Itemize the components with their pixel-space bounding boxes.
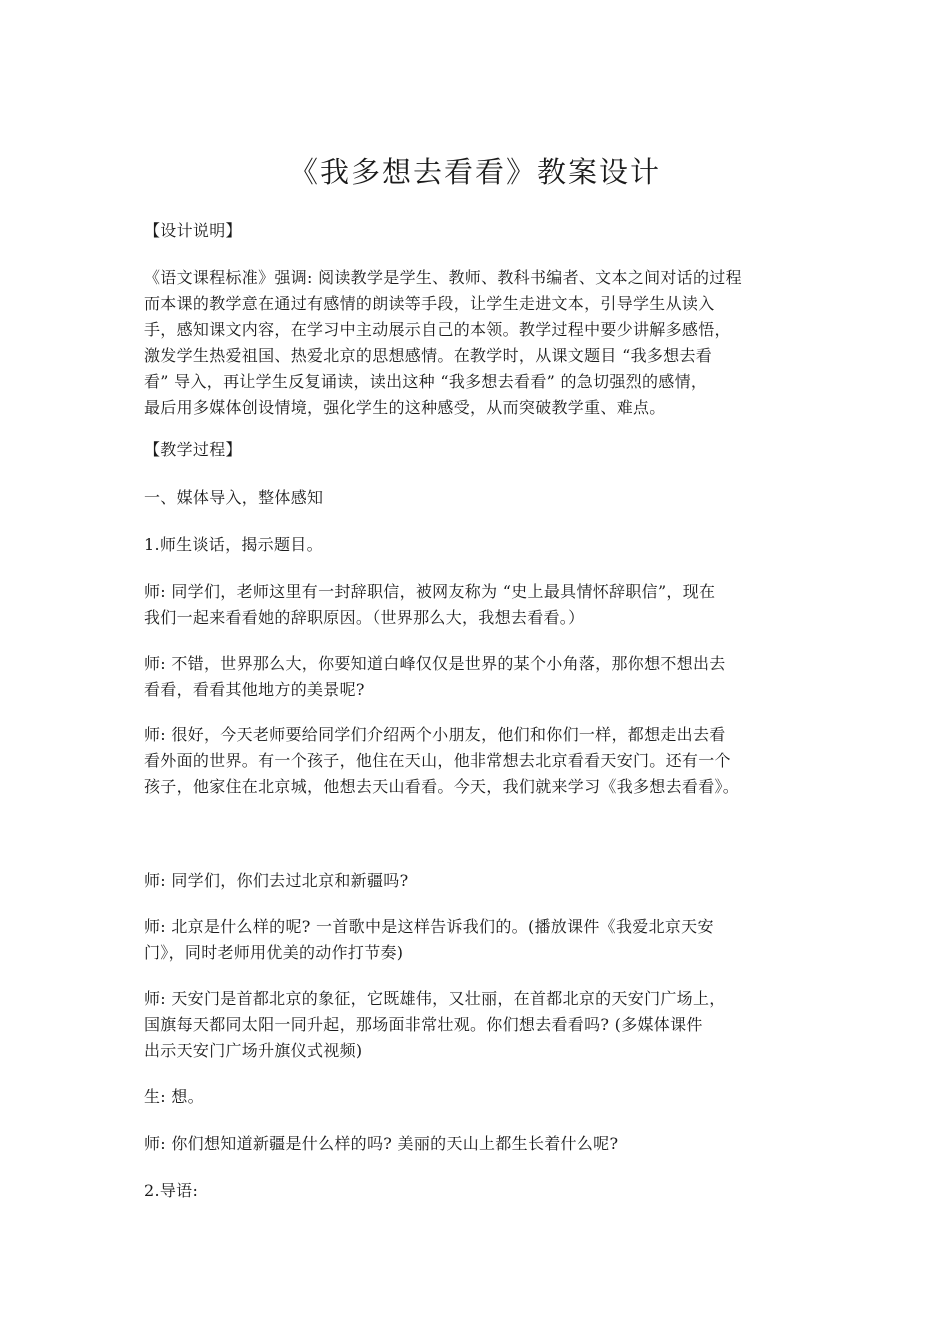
document-title: 《我多想去看看》教案设计 [288,155,661,189]
paragraph-line: 生: 想。 [144,1087,204,1106]
paragraph-line: 而本课的教学意在通过有感情的朗读等手段，让学生走进文本，引导学生从读入 [144,294,715,313]
paragraph-line: 师: 同学们，你们去过北京和新疆吗? [144,871,409,890]
section-heading-process [144,437,810,463]
heading-one [144,485,810,511]
paragraph-line: 看外面的世界。有一个孩子，他住在天山，他非常想去北京看看天安门。还有一个 [144,751,731,770]
paragraph-line: 出示天安门广场升旗仪式视频) [144,1041,363,1060]
item-two [144,1178,810,1204]
section-heading-design-text: 【设计说明】 [144,221,242,240]
paragraph-line: 我们一起来看看她的辞职原因。（世界那么大，我想去看看。） [144,608,585,627]
teacher-paragraph-1 [144,579,810,631]
teacher-paragraph-7 [144,1131,810,1157]
teacher-paragraph-5 [144,914,810,966]
paragraph-line: 手，感知课文内容，在学习中主动展示自己的本领。教学过程中要少讲解多感悟， [144,320,731,339]
item-two-text: 2.导语: [144,1181,199,1200]
paragraph-line: 师: 不错，世界那么大，你要知道白峰仅仅是世界的某个小角落，那你想不想出去 [144,654,726,673]
section-heading-design [144,218,810,244]
item-one [144,532,810,558]
teacher-paragraph-3 [144,722,810,800]
paragraph-line: 激发学生热爱祖国、热爱北京的思想感情。在教学时，从课文题目 “我多想去看 [144,346,713,365]
teacher-paragraph-6 [144,986,810,1064]
teacher-paragraph-4 [144,868,810,894]
student-paragraph-1 [144,1084,810,1110]
design-paragraph [144,265,810,421]
paragraph-line: 最后用多媒体创设情境，强化学生的这种感受，从而突破教学重、难点。 [144,398,666,417]
heading-one-text: 一、媒体导入，整体感知 [144,488,324,507]
paragraph-line: 师: 同学们，老师这里有一封辞职信，被网友称为 “史上最具情怀辞职信”，现在 [144,582,716,601]
item-one-text: 1.师生谈话，揭示题目。 [144,535,323,554]
paragraph-line: 看” 导入，再让学生反复诵读，读出这种 “我多想去看看” 的急切强烈的感情， [144,372,708,391]
paragraph-line: 师: 天安门是首都北京的象征，它既雄伟，又壮丽，在首都北京的天安门广场上， [144,989,726,1008]
paragraph-line: 国旗每天都同太阳一同升起，那场面非常壮观。你们想去看看吗? (多媒体课件 [144,1015,703,1034]
section-heading-process-text: 【教学过程】 [144,440,242,459]
paragraph-line: 师: 你们想知道新疆是什么样的吗? 美丽的天山上都生长着什么呢? [144,1134,619,1153]
paragraph-line: 门》，同时老师用优美的动作打节奏) [144,943,404,962]
paragraph-line: 师: 很好，今天老师要给同学们介绍两个小朋友，他们和你们一样，都想走出去看 [144,725,726,744]
paragraph-line: 师: 北京是什么样的呢? 一首歌中是这样告诉我们的。(播放课件《我爱北京天安 [144,917,714,936]
paragraph-line: 孩子，他家住在北京城，他想去天山看看。今天，我们就来学习《我多想去看看》。 [144,777,740,796]
paragraph-line: 《语文课程标准》强调: 阅读教学是学生、教师、教科书编者、文本之间对话的过程 [144,268,742,287]
paragraph-line: 看看，看看其他地方的美景呢? [144,680,365,699]
teacher-paragraph-2 [144,651,810,703]
